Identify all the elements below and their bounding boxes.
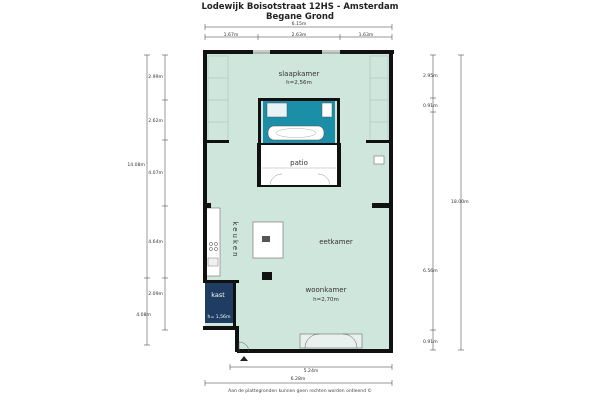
patio-label: patio [290,159,308,167]
storage-label: kast [211,291,225,299]
dim-left-2: 2.62m [148,119,163,124]
sink-icon [267,103,287,117]
bathroom [263,100,335,144]
dim-left-bottom: 4.08m [136,313,151,318]
dim-right-1: 2.95m [423,74,438,79]
dining-label: eetkamer [319,238,353,246]
dim-right-2: 0.91m [423,104,438,109]
dim-left-5: 2.09m [148,292,163,297]
storage-height: h= 1,56m [207,315,231,320]
dim-right-4: 0.91m [423,340,438,345]
disclaimer: Aan de plattegronden kunnen geen rechten worden ontleend © [228,389,372,394]
front-windows [300,334,362,348]
dim-left-1: 2.99m [148,75,163,80]
bathtub-icon [268,126,324,140]
dim-top-total: 6.15m [291,22,307,27]
entrance-arrow-icon [240,356,248,361]
dim-bottom-total: 6.28m [290,377,306,382]
dim-left-total: 14.08m [127,163,145,168]
stove-icon [262,272,272,280]
dim-top-left: 1.67m [223,33,239,38]
bedroom-height: h=2,56m [286,80,312,86]
dim-top-right: 1.63m [358,33,374,38]
living-label: woonkamer [305,286,347,294]
washbasin-icon [374,156,384,164]
living-height: h=2,70m [313,297,339,303]
dim-bottom-inner: 5.24m [303,369,319,374]
left-dimensions [144,55,168,345]
dim-left-3: 4.07m [148,171,163,176]
bedroom-label: slaapkamer [278,70,320,78]
kitchen-label: keuken [231,221,239,259]
bottom-dimensions [205,364,392,386]
floor-title: Begane Grond [266,12,334,22]
dim-right-total: 18.00m [451,200,469,205]
dim-left-4: 4.64m [148,240,163,245]
kitchen-counter [206,208,220,276]
toilet-icon [322,103,332,117]
address-title: Lodewijk Boisotstraat 12HS - Amsterdam [201,2,399,12]
dim-right-3: 6.56m [423,269,438,274]
dim-top-mid: 2.63m [291,33,307,38]
